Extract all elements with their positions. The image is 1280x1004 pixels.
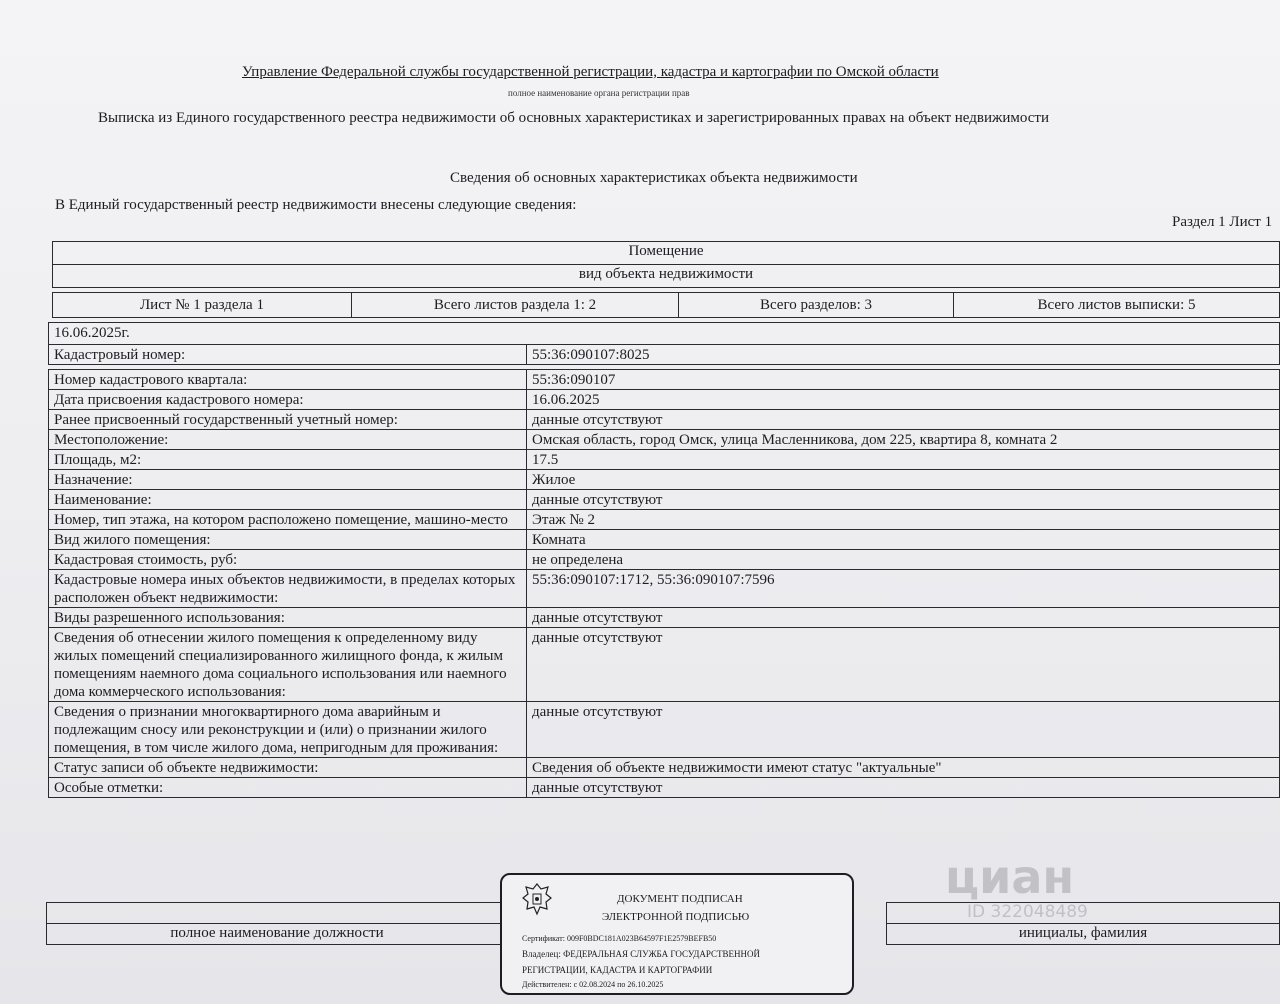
table-row: Площадь, м2: 17.5 xyxy=(49,450,1280,470)
stamp-validity: Действителен: с 02.08.2024 по 26.10.2025 xyxy=(522,980,664,989)
table-row: Ранее присвоенный государственный учетный номер: данные отсутствуют xyxy=(49,410,1280,430)
table-row: Виды разрешенного использования: данные отсутствуют xyxy=(49,608,1280,628)
table-row: Сведения об отнесении жилого помещения к определенному виду жилых помещений специализированного жилищного фонда, к жилым помещениям наемного дома социального использования или наемного дома коммерческого использования: данные отсутствуют xyxy=(49,628,1280,702)
table-row: Номер кадастрового квартала: 55:36:090107 xyxy=(49,370,1280,390)
stamp-owner: Владелец: ФЕДЕРАЛЬНАЯ СЛУЖБА ГОСУДАРСТВЕННОЙ xyxy=(522,949,761,959)
watermark-brand: циан xyxy=(945,850,1075,904)
total-sections: Всего разделов: 3 xyxy=(679,293,954,318)
watermark-id: ID 322048489 xyxy=(967,902,1088,922)
section-title: Сведения об основных характеристиках объекта недвижимости xyxy=(450,170,858,186)
position-note: полное наименование должности xyxy=(47,924,508,945)
object-type-note: вид объекта недвижимости xyxy=(53,265,1280,288)
electronic-signature-stamp xyxy=(500,873,854,995)
table-row: Местоположение: Омская область, город Омск, улица Масленникова, дом 225, квартира 8, комната 2 xyxy=(49,430,1280,450)
cian-watermark xyxy=(945,850,1088,922)
total-section-sheets: Всего листов раздела 1: 2 xyxy=(352,293,679,318)
table-row: Вид жилого помещения: Комната xyxy=(49,530,1280,550)
sheets-info-table xyxy=(52,292,1280,318)
sheet-reference: Раздел 1 Лист 1 xyxy=(1172,214,1273,230)
table-row: Назначение: Жилое xyxy=(49,470,1280,490)
sheet-of-section: Лист № 1 раздела 1 xyxy=(53,293,352,318)
table-row: Кадастровая стоимость, руб: не определена xyxy=(49,550,1280,570)
table-row: Дата присвоения кадастрового номера: 16.06.2025 xyxy=(49,390,1280,410)
intro-text: В Единый государственный реестр недвижимости внесены следующие сведения: xyxy=(55,197,577,213)
cadastral-number-label: Кадастровый номер: xyxy=(49,345,527,365)
table-row: Особые отметки: данные отсутствуют xyxy=(49,778,1280,798)
extract-date: 16.06.2025г. xyxy=(49,323,1280,345)
table-row: Наименование: данные отсутствуют xyxy=(49,490,1280,510)
table-row: Номер, тип этажа, на котором расположено помещение, машино-место Этаж № 2 xyxy=(49,510,1280,530)
document-title: Выписка из Единого государственного реестра недвижимости об основных характеристиках и зарегистрированных правах на объект недвижимости xyxy=(98,110,1050,126)
total-extract-sheets: Всего листов выписки: 5 xyxy=(954,293,1280,318)
agency-note: полное наименование органа регистрации прав xyxy=(508,88,690,98)
table-row: Сведения о признании многоквартирного дома аварийным и подлежащим сносу или реконструкции и (или) о признании жилого помещения, в том числе жилого дома, непригодным для проживания: данные отсутствуют xyxy=(49,702,1280,758)
stamp-line1: ДОКУМЕНТ ПОДПИСАН xyxy=(617,893,743,905)
object-type: Помещение xyxy=(53,242,1280,265)
characteristics-table xyxy=(48,322,1280,798)
stamp-line2: ЭЛЕКТРОННОЙ ПОДПИСЬЮ xyxy=(602,911,750,923)
table-row: Кадастровые номера иных объектов недвижимости, в пределах которых расположен объект недвижимости: 55:36:090107:1712, 55:36:090107:7596 xyxy=(49,570,1280,608)
name-note: инициалы, фамилия xyxy=(887,924,1280,945)
object-type-table xyxy=(52,241,1280,288)
stamp-certificate: Сертификат: 009F0BDC181A023B64597F1E2579BEFB50 xyxy=(522,934,717,943)
cadastral-number-value: 55:36:090107:8025 xyxy=(527,345,1280,365)
stamp-owner2: РЕГИСТРАЦИИ, КАДАСТРА И КАРТОГРАФИИ xyxy=(522,965,713,975)
agency-name: Управление Федеральной службы государственной регистрации, кадастра и картографии по Омской области xyxy=(242,64,939,80)
table-row: Статус записи об объекте недвижимости: Сведения об объекте недвижимости имеют статус "актуальные" xyxy=(49,758,1280,778)
coat-of-arms-icon xyxy=(520,881,554,917)
